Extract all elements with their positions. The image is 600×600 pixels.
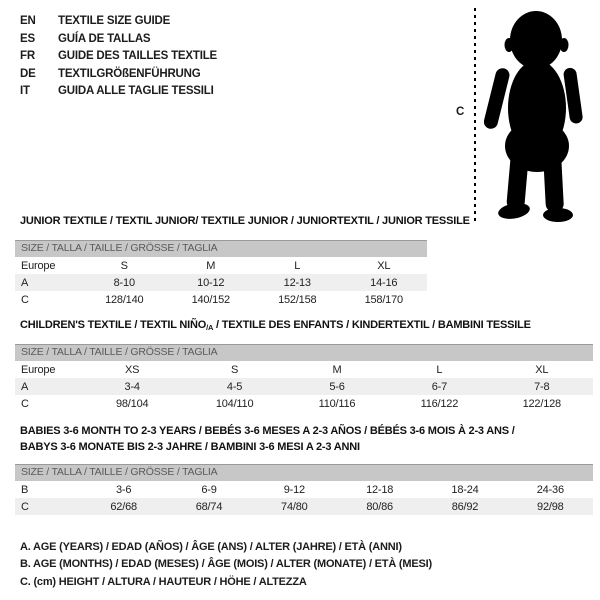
size-value-cell: 122/128 [522, 397, 561, 410]
row-label-cell: B [21, 483, 29, 496]
size-value-cell: 104/110 [215, 397, 254, 410]
list-item [20, 13, 217, 31]
table-row [15, 378, 593, 395]
size-value-cell: L [294, 259, 301, 272]
size-value-cell: 4-5 [226, 380, 243, 393]
size-value-cell: 152/158 [278, 293, 317, 306]
size-header-bar: SIZE / TALLA / TAILLE / GRÖSSE / TAGLIA [15, 344, 593, 361]
list-item [20, 31, 217, 49]
table-row [15, 395, 593, 412]
table-row [15, 291, 427, 308]
section-title-text: CHILDREN'S TEXTILE / TEXTIL NIÑO [20, 319, 207, 331]
size-value-cell: 24-36 [536, 483, 564, 496]
size-value-cell: 140/152 [191, 293, 230, 306]
row-label-cell: Europe [21, 259, 56, 272]
size-value-cell: S [120, 259, 128, 272]
height-measure-label: C [456, 106, 465, 118]
row-label-cell: A [21, 380, 29, 393]
row-label-cell: C [21, 293, 29, 306]
size-value-cell: 8-10 [113, 276, 135, 289]
size-value-cell: 14-16 [370, 276, 398, 289]
size-value-cell: 98/104 [115, 397, 149, 410]
size-value-cell: 6-7 [431, 380, 448, 393]
footnote-age-months: B. AGE (MONTHS) / EDAD (MESES) / ÂGE (MOIS) / ALTER (MONATE) / ETÀ (MESI) [20, 558, 432, 571]
junior-size-table [15, 257, 427, 308]
size-value-cell: 10-12 [197, 276, 225, 289]
size-value-cell: M [206, 259, 216, 272]
table-row [15, 498, 593, 515]
row-label-cell: C [21, 500, 29, 513]
language-code: FR [20, 50, 35, 63]
size-value-cell: 7-8 [534, 380, 550, 393]
language-title-list [20, 13, 217, 101]
size-header-bar: SIZE / TALLA / TAILLE / GRÖSSE / TAGLIA [15, 240, 427, 257]
size-value-cell: XS [125, 363, 140, 376]
language-code: EN [20, 15, 36, 27]
row-label-cell: Europe [21, 363, 56, 376]
section-title-babies [20, 424, 515, 455]
size-value-cell: 80/86 [366, 500, 393, 513]
language-code: ES [20, 32, 35, 45]
legend-footnotes [20, 539, 432, 591]
section-title-junior: JUNIOR TEXTILE / TEXTIL JUNIOR/ TEXTILE JUNIOR / JUNIORTEXTIL / JUNIOR TESSILE [20, 215, 470, 227]
size-value-cell: L [436, 363, 443, 376]
footnote-height: C. (cm) HEIGHT / ALTURA / HAUTEUR / HÖHE / ALTEZZA [20, 575, 307, 588]
language-title: GUÍA DE TALLAS [58, 32, 151, 45]
size-value-cell: 12-13 [283, 276, 311, 289]
section-title-line2: BABYS 3-6 MONATE BIS 2-3 JAHRE / BAMBINI 3-6 MESI A 2-3 ANNI [20, 440, 360, 453]
list-item [20, 48, 217, 66]
row-label-cell: C [21, 397, 29, 410]
size-value-cell: 92/98 [537, 500, 564, 513]
list-item [20, 83, 217, 101]
baby-silhouette-icon [484, 8, 590, 223]
size-value-cell: 110/116 [318, 397, 356, 410]
size-value-cell: XL [377, 259, 391, 272]
table-row [15, 481, 593, 498]
size-value-cell: XL [535, 363, 549, 376]
children-size-table [15, 361, 593, 412]
section-title-line1: BABIES 3-6 MONTH TO 2-3 YEARS / BEBÉS 3-6 MESES A 2-3 AÑOS / BÉBÉS 3-6 MOIS À 2-3 ANS / [20, 425, 515, 437]
size-header-bar: SIZE / TALLA / TAILLE / GRÖSSE / TAGLIA [15, 464, 593, 481]
size-value-cell: 3-4 [124, 380, 140, 393]
height-measure-dotted-line [474, 8, 476, 222]
size-value-cell: 12-18 [366, 483, 394, 496]
size-value-cell: 68/74 [195, 500, 223, 513]
language-title: GUIDE DES TAILLES TEXTILE [58, 50, 217, 63]
row-label-cell: A [21, 276, 29, 289]
footnote-age-years: A. AGE (YEARS) / EDAD (AÑOS) / ÂGE (ANS) / ALTER (JAHRE) / ETÀ (ANNI) [20, 541, 402, 553]
size-value-cell: 9-12 [283, 483, 305, 496]
size-value-cell: 6-9 [201, 483, 217, 496]
size-value-cell: 158/170 [364, 293, 403, 306]
size-value-cell: 18-24 [451, 483, 479, 496]
size-value-cell: 62/68 [110, 500, 137, 513]
size-value-cell: S [231, 363, 239, 376]
table-row [15, 361, 593, 378]
size-value-cell: 86/92 [451, 500, 479, 513]
size-value-cell: M [332, 363, 342, 376]
size-value-cell: 5-6 [329, 380, 345, 393]
table-row [15, 274, 427, 291]
size-value-cell: 116/122 [420, 397, 459, 410]
babies-size-table [15, 481, 593, 515]
list-item [20, 66, 217, 84]
language-code: IT [20, 85, 30, 98]
table-row [15, 257, 427, 274]
section-title-children [20, 318, 531, 334]
size-value-cell: 3-6 [116, 483, 132, 496]
size-value-cell: 74/80 [281, 500, 308, 513]
language-title: GUIDA ALLE TAGLIE TESSILI [58, 85, 214, 98]
section-title-text: / TEXTILE DES ENFANTS / KINDERTEXTIL / BAMBINI TESSILE [213, 319, 531, 331]
language-title: TEXTILE SIZE GUIDE [58, 15, 171, 27]
language-code: DE [20, 67, 36, 80]
language-title: TEXTILGRÖßENFÜHRUNG [58, 67, 201, 80]
section-title-subscript: /A [206, 323, 214, 332]
size-value-cell: 128/140 [105, 293, 144, 306]
